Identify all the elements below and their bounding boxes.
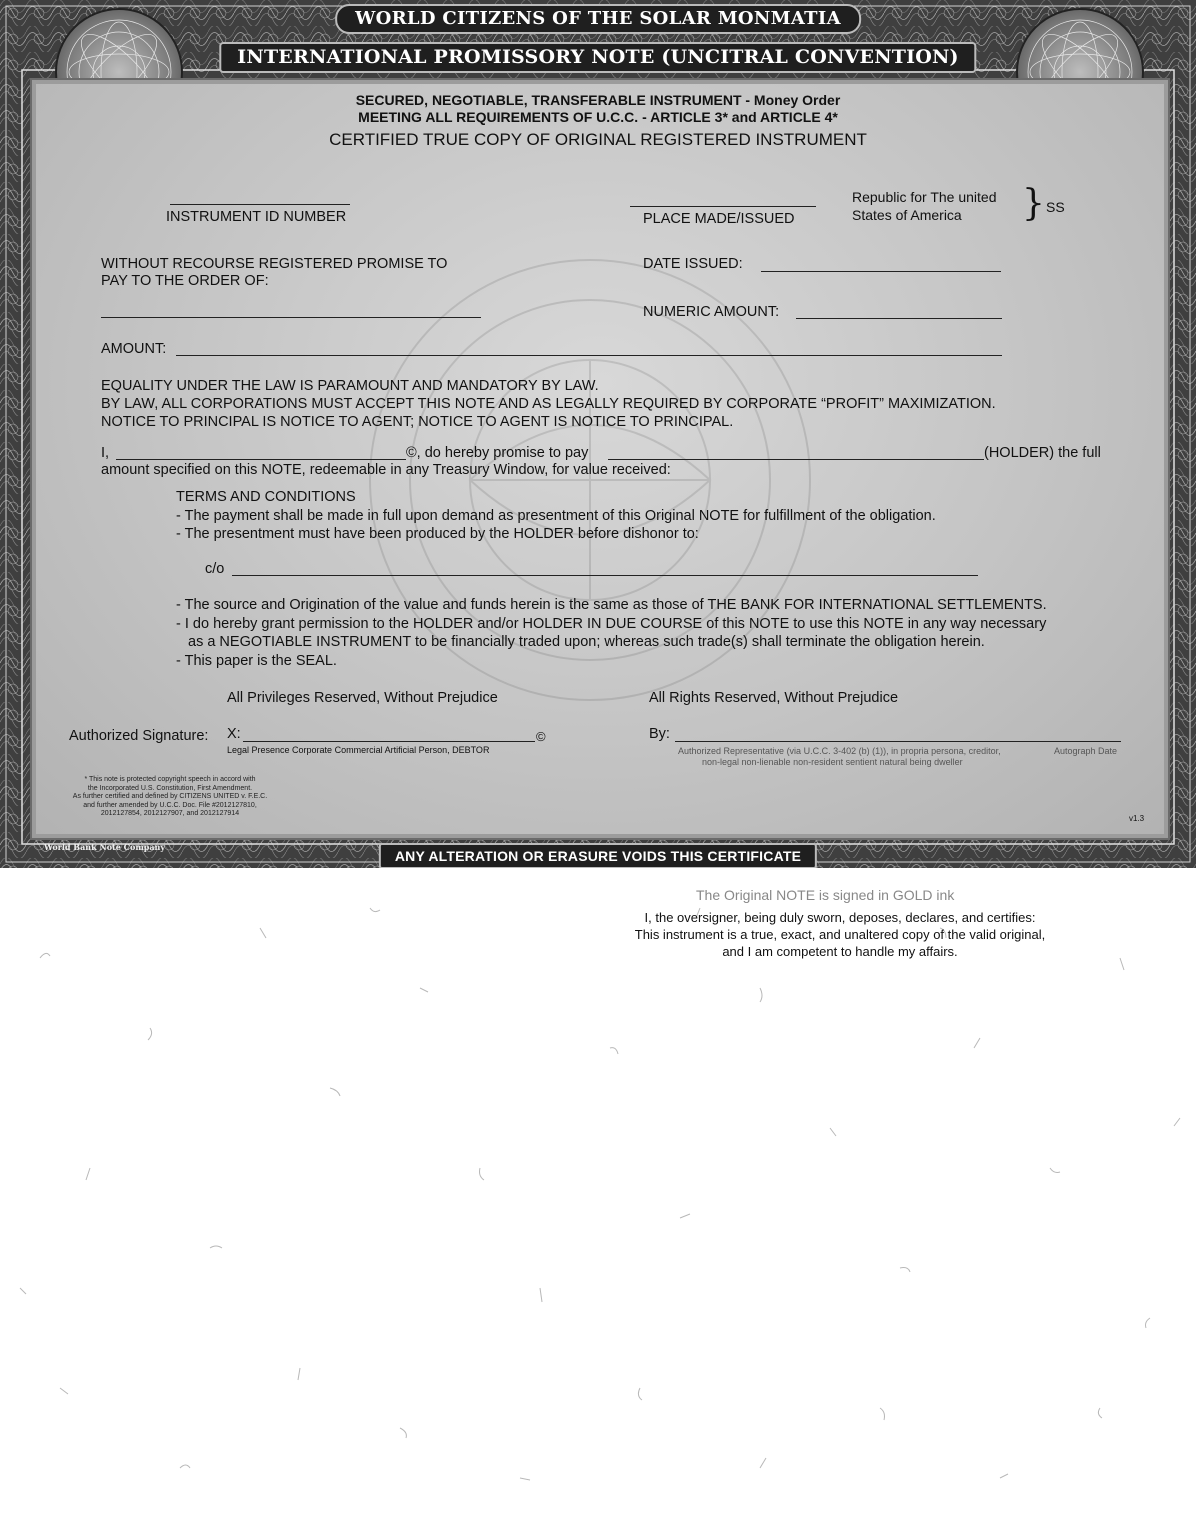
pay-i: I, xyxy=(101,445,110,461)
by-label: By: xyxy=(649,726,670,742)
header-line-1: SECURED, NEGOTIABLE, TRANSFERABLE INSTRUMENT - Money Order xyxy=(355,92,841,108)
term-4b: as a NEGOTIABLE INSTRUMENT to be financially traded upon; whereas such trade(s) shall terminate the obligation herein. xyxy=(188,634,985,650)
place-line[interactable] xyxy=(630,206,816,207)
alteration-warning-banner: ANY ALTERATION OR ERASURE VOIDS THIS CERTIFICATE xyxy=(379,843,817,868)
terms-block-2 xyxy=(176,596,1047,670)
representative-signature-line[interactable] xyxy=(675,741,1121,742)
amount-line[interactable] xyxy=(176,355,1002,356)
promise-line-2: PAY TO THE ORDER OF: xyxy=(101,273,269,289)
terms-block xyxy=(176,488,936,544)
autograph-date-caption: Autograph Date xyxy=(1054,746,1118,756)
promise-line-1: WITHOUT RECOURSE REGISTERED PROMISE TO xyxy=(101,256,448,272)
law-line-1: EQUALITY UNDER THE LAW IS PARAMOUNT AND MANDATORY BY LAW. xyxy=(101,378,599,394)
date-issued-label: DATE ISSUED: xyxy=(643,256,743,272)
representative-caption-1: Authorized Representative (via U.C.C. 3-402 (b) (1)), in propria persona, creditor, xyxy=(678,746,1001,756)
law-line-2: BY LAW, ALL CORPORATIONS MUST ACCEPT THIS NOTE AND AS LEGALLY REQUIRED BY CORPORATE “PROFIT” MAXIMIZATION. xyxy=(101,396,996,412)
payee-line[interactable] xyxy=(101,317,481,318)
header-certified-copy: CERTIFIED TRUE COPY OF ORIGINAL REGISTERED INSTRUMENT xyxy=(329,130,867,149)
footnote-line: * This note is protected copyright speech in accord with xyxy=(84,776,256,783)
co-label: c/o xyxy=(205,561,225,577)
co-line[interactable] xyxy=(232,575,978,576)
header-secured xyxy=(0,92,1196,126)
affidavit-line-3: and I am competent to handle my affairs. xyxy=(722,944,958,959)
term-2: - The presentment must have been produced by the HOLDER before dishonor to: xyxy=(176,526,699,542)
date-issued-line[interactable] xyxy=(761,271,1001,272)
title-banner: INTERNATIONAL PROMISSORY NOTE (UNCITRAL CONVENTION) xyxy=(219,42,976,73)
terms-title: TERMS AND CONDITIONS xyxy=(176,489,356,505)
venue-ss: SS xyxy=(1046,199,1065,215)
copyright-footnote xyxy=(50,776,290,819)
promisor-line[interactable] xyxy=(116,459,406,460)
venue-line-1: Republic for The united xyxy=(852,189,997,205)
pay-line-2: amount specified on this NOTE, redeemable in any Treasury Window, for value received: xyxy=(101,462,671,478)
top-banner: WORLD CITIZENS OF THE SOLAR MONMATIA xyxy=(335,4,861,34)
term-5: - This paper is the SEAL. xyxy=(176,652,337,669)
venue-line-2: States of America xyxy=(852,207,962,223)
law-statement xyxy=(101,377,996,431)
debtor-signature-line[interactable] xyxy=(243,741,535,742)
numeric-amount-label: NUMERIC AMOUNT: xyxy=(643,304,780,320)
venue-text xyxy=(852,188,997,224)
term-4a: - I do hereby grant permission to the HOLDER and/or HOLDER IN DUE COURSE of this NOTE to use this NOTE in any way necessary xyxy=(176,615,1047,632)
authorized-signature-label: Authorized Signature: xyxy=(69,728,209,744)
debtor-caption: Legal Presence Corporate Commercial Artificial Person, DEBTOR xyxy=(227,745,490,755)
paper-fiber-texture xyxy=(0,868,1196,1536)
footnote-line: and further amended by U.C.C. Doc. File #2012127810, xyxy=(83,801,257,809)
privileges-reserved: All Privileges Reserved, Without Prejudice xyxy=(227,690,498,706)
footnote-line: As further certified and defined by CITIZENS UNITED v. F.E.C. xyxy=(72,793,268,801)
amount-label: AMOUNT: xyxy=(101,341,167,357)
term-3: - The source and Origination of the value and funds herein is the same as those of THE BANK FOR INTERNATIONAL SETTLEMENTS. xyxy=(176,597,1047,613)
numeric-amount-line[interactable] xyxy=(796,318,1002,319)
version-label: v1.3 xyxy=(1129,814,1145,823)
term-1: - The payment shall be made in full upon demand as presentment of this Original NOTE for fulfillment of the obligation. xyxy=(176,507,936,524)
gold-ink-note: The Original NOTE is signed in GOLD ink xyxy=(696,887,955,903)
instrument-id-label: INSTRUMENT ID NUMBER xyxy=(166,209,347,225)
promise-text xyxy=(101,256,447,290)
pay-mid-text: ©, do hereby promise to pay xyxy=(406,445,589,461)
affidavit-line-1: I, the oversigner, being duly sworn, deposes, declares, and certifies: xyxy=(644,910,1036,925)
header-line-2: MEETING ALL REQUIREMENTS OF U.C.C. - ARTICLE 3* and ARTICLE 4* xyxy=(358,109,838,125)
venue-brace: } xyxy=(1022,183,1045,224)
representative-caption-2: non-legal non-lienable non-resident sentient natural being dweller xyxy=(702,757,963,767)
law-line-3: NOTICE TO PRINCIPAL IS NOTICE TO AGENT; NOTICE TO AGENT IS NOTICE TO PRINCIPAL. xyxy=(101,414,734,430)
signature-copyright: © xyxy=(536,729,546,744)
affidavit-line-2: This instrument is a true, exact, and unaltered copy of the valid original, xyxy=(634,927,1046,942)
instrument-id-line[interactable] xyxy=(170,204,350,205)
rights-reserved: All Rights Reserved, Without Prejudice xyxy=(649,690,899,706)
company-imprint: World Bank Note Company xyxy=(44,842,166,852)
pay-holder-text: (HOLDER) the full xyxy=(984,445,1101,461)
signature-x: X: xyxy=(227,726,241,742)
footnote-line: the Incorporated U.S. Constitution, First Amendment. xyxy=(87,784,253,792)
oversigner-affidavit xyxy=(560,909,1120,960)
place-label: PLACE MADE/ISSUED xyxy=(643,211,795,227)
holder-line[interactable] xyxy=(608,459,984,460)
footnote-line: 2012127854, 2012127907, and 2012127914 xyxy=(100,810,240,818)
